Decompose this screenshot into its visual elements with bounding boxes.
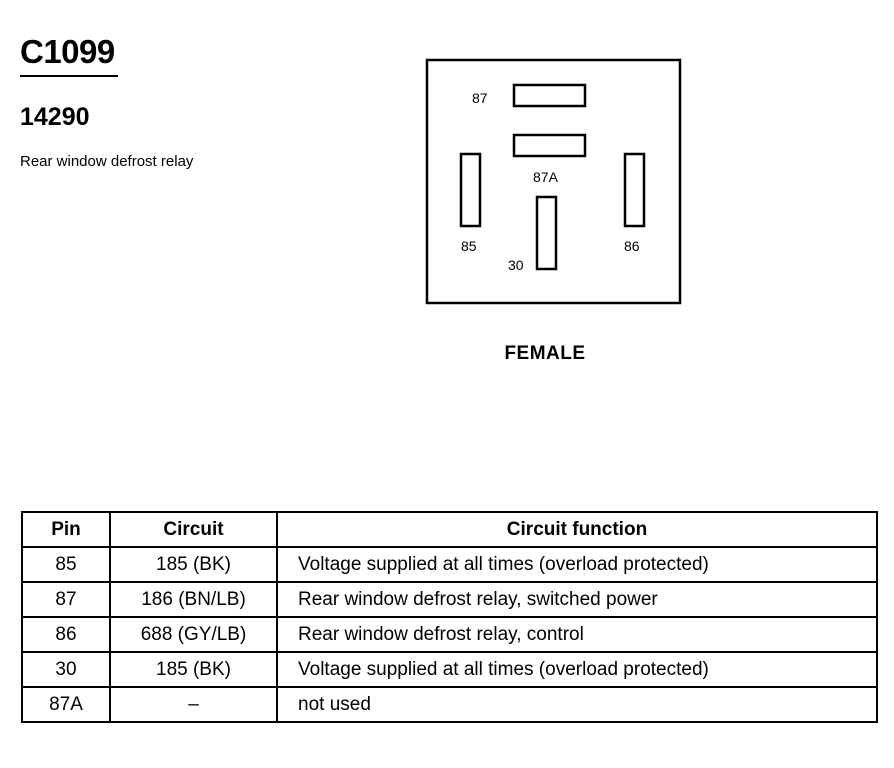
function-cell: Voltage supplied at all times (overload protected) bbox=[277, 547, 877, 582]
header-function: Circuit function bbox=[277, 512, 877, 547]
terminal-label-85: 85 bbox=[461, 238, 477, 254]
terminal-30 bbox=[537, 197, 556, 269]
terminal-label-87a: 87A bbox=[533, 169, 558, 185]
connector-id: C1099 bbox=[20, 33, 115, 70]
pin-cell: 87A bbox=[22, 687, 110, 722]
terminal-86 bbox=[625, 154, 644, 226]
table-row bbox=[22, 687, 877, 722]
terminal-85 bbox=[461, 154, 480, 226]
circuit-cell: – bbox=[110, 687, 277, 722]
terminal-label-30: 30 bbox=[508, 257, 524, 273]
circuit-cell: 185 (BK) bbox=[110, 547, 277, 582]
pin-cell: 86 bbox=[22, 617, 110, 652]
circuit-cell: 688 (GY/LB) bbox=[110, 617, 277, 652]
pin-cell: 85 bbox=[22, 547, 110, 582]
header-circuit: Circuit bbox=[110, 512, 277, 547]
circuit-cell: 185 (BK) bbox=[110, 652, 277, 687]
pin-cell: 30 bbox=[22, 652, 110, 687]
title-underline bbox=[20, 75, 118, 77]
table-row bbox=[22, 652, 877, 687]
header-pin: Pin bbox=[22, 512, 110, 547]
terminal-87 bbox=[514, 85, 585, 106]
pin-table bbox=[21, 511, 878, 723]
connector-face-svg bbox=[420, 55, 682, 307]
connector-description: Rear window defrost relay bbox=[20, 153, 194, 170]
terminal-label-87: 87 bbox=[472, 90, 488, 106]
circuit-cell: 186 (BN/LB) bbox=[110, 582, 277, 617]
table-header-row bbox=[22, 512, 877, 547]
function-cell: not used bbox=[277, 687, 877, 722]
terminal-87a bbox=[514, 135, 585, 156]
table-row bbox=[22, 582, 877, 617]
connector-face-diagram bbox=[420, 55, 682, 312]
function-cell: Rear window defrost relay, control bbox=[277, 617, 877, 652]
view-label: FEMALE bbox=[504, 343, 586, 364]
function-cell: Voltage supplied at all times (overload protected) bbox=[277, 652, 877, 687]
pin-cell: 87 bbox=[22, 582, 110, 617]
function-cell: Rear window defrost relay, switched power bbox=[277, 582, 877, 617]
table-row bbox=[22, 617, 877, 652]
terminal-label-86: 86 bbox=[624, 238, 640, 254]
table-row bbox=[22, 547, 877, 582]
part-number: 14290 bbox=[20, 103, 90, 131]
